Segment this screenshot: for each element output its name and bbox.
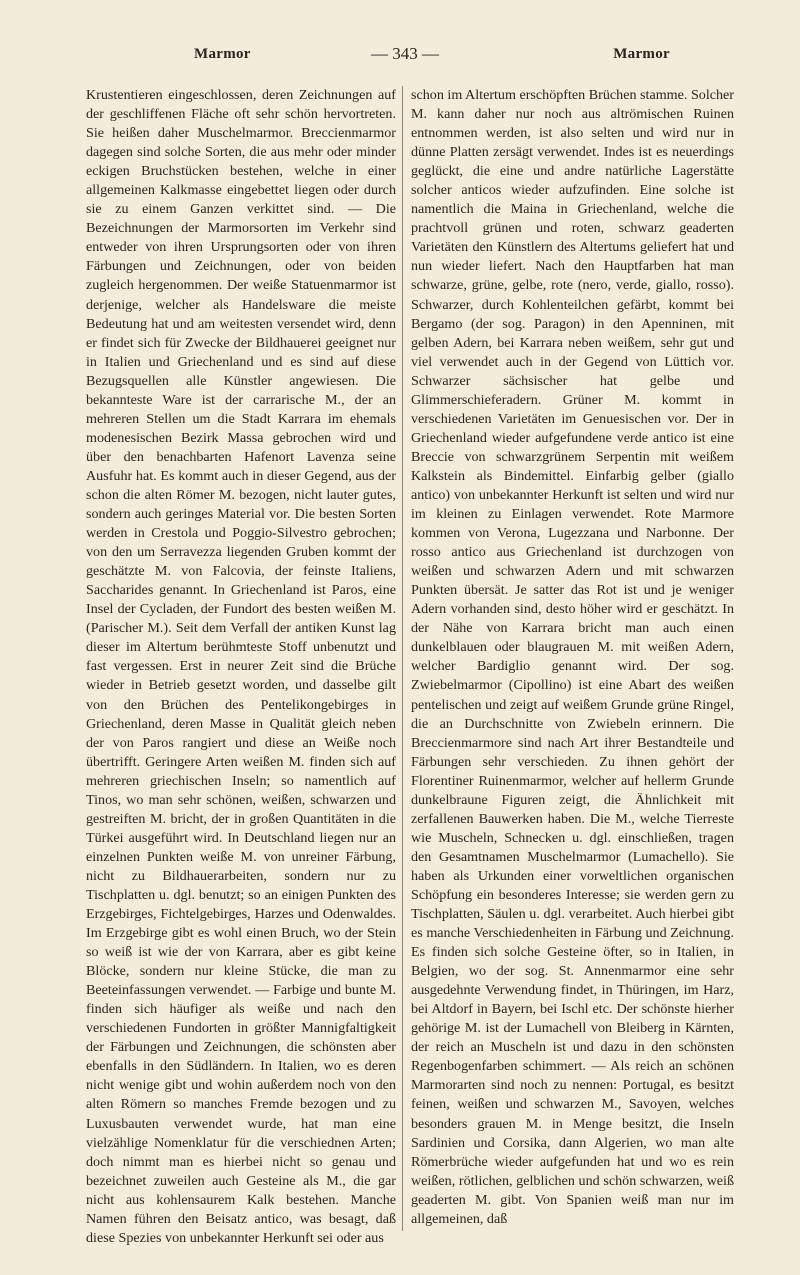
column-left-text: Krustentieren eingeschlossen, deren Zeichnungen auf der geschliffenen Fläche oft sehr schön hervortreten. Sie heißen daher Muschelmarmor. Breccienmarmor dagegen sind solche Sorten, die aus mehr oder minder eckigen Bruchstücken bestehen, welche in einer allgemeinen Kalkmasse eingebettet liegen oder durch sie zu einem Ganzen verkittet sind. — Die Bezeichnungen der Marmorsorten im Verkehr sind entweder von ihren Ursprungsorten oder von ihren Färbungen und Zeichnungen, oder von beiden zugleich hergenommen. Der weiße Statuenmarmor ist derjenige, welcher als Handelsware die meiste Bedeutung hat und am weitesten versendet wird, denn er findet sich für Zwecke der Bildhauerei geeignet nur in Italien und Griechenland und es sind auf diese Bezugsquellen alle Künstler angewiesen. Die bekannteste Ware ist der carrarische M., der an mehreren Stellen um die Stadt Karrara im ehemals modenesischen Bezirk Massa gebrochen wird und über den benachbarten Hafenort Lavenza seine Ausfuhr hat. Es kommt auch in dieser Gegend, aus der schon die alten Römer M. bezogen, nicht lauter gutes, sondern auch geringes Material vor. Die besten Sorten werden in Crestola und Poggio-Silvestro gebrochen; von den um Serravezza liegenden Gruben kommt der geschätzte M. von Falcovia, der feinste Italiens, Saccharides genannt. In Griechenland ist Paros, eine Insel der Cycladen, der Fundort des besten weißen M. (Parischer M.). Seit dem Verfall der antiken Kunst lag dieser im Altertum berühmteste Stoff unbenutzt und fast vergessen. Erst in neurer Zeit sind die Brüche wieder in Betrieb gesetzt worden, und dasselbe gilt von den Brüchen des Pentelikongebirges in Griechenland, deren Masse in Qualität gleich neben der von Paros rangiert und diese an Weiße noch übertrifft. Geringere Arten weißen M. finden sich auf mehreren griechischen Inseln; so namentlich auf Tinos, wo man sehr schönen, weißen, schwarzen und gestreiften M. bricht, der in großen Quantitäten in die Türkei ausgeführt wird. In Deutschland liegen nur an einzelnen Punkten weiße M. von unreiner Färbung, nicht zu Bildhauerarbeiten, sondern nur zu Tischplatten u. dgl. benutzt; so an einigen Punkten des Erzgebirges, Fichtelgebirges, Harzes und Odenwaldes. Im Erzgebirge gibt es wohl einen Bruch, wo der Stein so weiß ist wie der von Karrara, aber es gibt keine Blöcke, sondern nur kleine Stücke, die man zu Beeteinfassungen verwendet. — Farbige und bunte M. finden sich häufiger als weiße und nach den verschiedenen Fundorten in größter Mannigfaltigkeit der Färbungen und Zeichnungen, die schönsten aber ebenfalls in den Südländern. In Italien, wo es deren nicht wenige gibt und wohin außerdem noch von den alten Römern so manches Fremde bezogen und zu Luxusbauten verwendet wurde, hat man eine vielzählige Nomenklatur für die verschiednen Arten; doch nimmt man es hierbei nicht so genau und bezeichnet zuweilen auch Gesteine als M., die gar nicht aus kohlensaurem Kalk bestehen. Manche Namen führen den Beisatz antico, was besagt, daß diese Spezies von unbekannter Herkunft sei oder aus [86,87,396,1246]
column-divider [402,86,403,1231]
header-right-keyword: Marmor [613,46,670,62]
running-header [70,44,740,68]
header-left-keyword: Marmor [194,46,251,62]
text-column-right [411,86,734,1234]
text-column-left [86,86,396,1246]
page-number: — 343 — [371,44,439,63]
column-right-text: schon im Altertum erschöpften Brüchen stamme. Solcher M. kann daher nur noch aus altrömischen Ruinen entnommen werden, ist also selten und wird nur in dünne Platten zersägt verwendet. Indes ist es neuerdings geglückt, die eine und andre natürliche Lagerstätte solcher anticos wieder aufzufinden. Eine solche ist namentlich die Maina in Griechenland, welche die prachtvoll grünen und roten, schwarz geaderten Varietäten den Künstlern des Altertums geliefert hat und nun wieder liefert. Nach den Hauptfarben hat man schwarze, grüne, gelbe, rote (nero, verde, giallo, rosso). Schwarzer, durch Kohlenteilchen gefärbt, kommt bei Bergamo (der sog. Paragon) in den Apenninen, mit gelben Adern, bei Karrara neben weißem, sehr gut und viel verwendet auch in der Gegend von Lüttich vor. Schwarzer sächsischer hat gelbe und Glimmerschieferadern. Grüner M. kommt in verschiedenen Varietäten im Genuesischen vor. Der in Griechenland wieder aufgefundene verde antico ist eine Breccie von schwarzgrünem Serpentin mit weißem Kalkstein als Bindemittel. Einfarbig gelber (giallo antico) von unbekannter Herkunft ist selten und wird nur im kleinen zu Einlagen verwendet. Rote Marmore kommen von Verona, Lugezzana und Narbonne. Der rosso antico aus Griechenland ist durchzogen von weißen und schwarzen Adern und mit schwarzen Punkten übersät. Je satter das Rot ist und je weniger Adern vorhanden sind, desto höher wird er geschätzt. In der Nähe von Karrara bricht man auch einen dunkelblauen oder blaugrauen M. mit weißen Adern, welcher Bardiglio genannt wird. Der sog. Zwiebelmarmor (Cipollino) ist eine Abart des weißen pentelischen und zeigt auf weißem Grunde grüne Ringel, die an Durchschnitte von Zwiebeln erinnern. Die Breccienmarmore sind nach Art ihrer Bestandteile und Färbungen sehr verschieden. Zu ihnen gehört der Florentiner Ruinenmarmor, welcher auf hellerm Grunde dunkelbraune Figuren zeigt, die Ähnlichkeit mit zerfallenen Bauwerken haben. Die M., welche Tierreste wie Muscheln, Schnecken u. dgl. einschließen, tragen den Gesamtnamen Muschelmarmor (Lumachello). Sie haben als Urkunden einer vorweltlichen organischen Schöpfung ein besonderes Interesse; sie werden gern zu Tischplatten, Säulen u. dgl. verarbeitet. Auch hierbei gibt es manche Verschiedenheiten in Färbung und Zeichnung. Es finden sich solche Gesteine öfter, so in Italien, in Belgien, wo der sog. St. Annenmarmor eine sehr ausgedehnte Verwendung findet, in Thüringen, im Harz, bei Altdorf in Bayern, bei Ischl etc. Der schönste hierher gehörige M. ist der Lumachell von Bleiberg in Kärnten, der reich an Muscheln ist und dazu in den schönsten Regenbogenfarben schimmert. — Als reich an schönen Marmorarten sind noch zu nennen: Portugal, es besitzt feinen, weißen und schwarzen M., Savoyen, welches besonders grauen M. in Menge besitzt, die Inseln Sardinien und Corsika, dann Algerien, wo man alte Römerbrüche wieder aufgefunden hat und wo es rein weißen, rötlichen, gelblichen und schön schwarzen, weiß geaderten M. gibt. Von Spanien weiß man nur im allgemeinen, daß [411,87,734,1227]
